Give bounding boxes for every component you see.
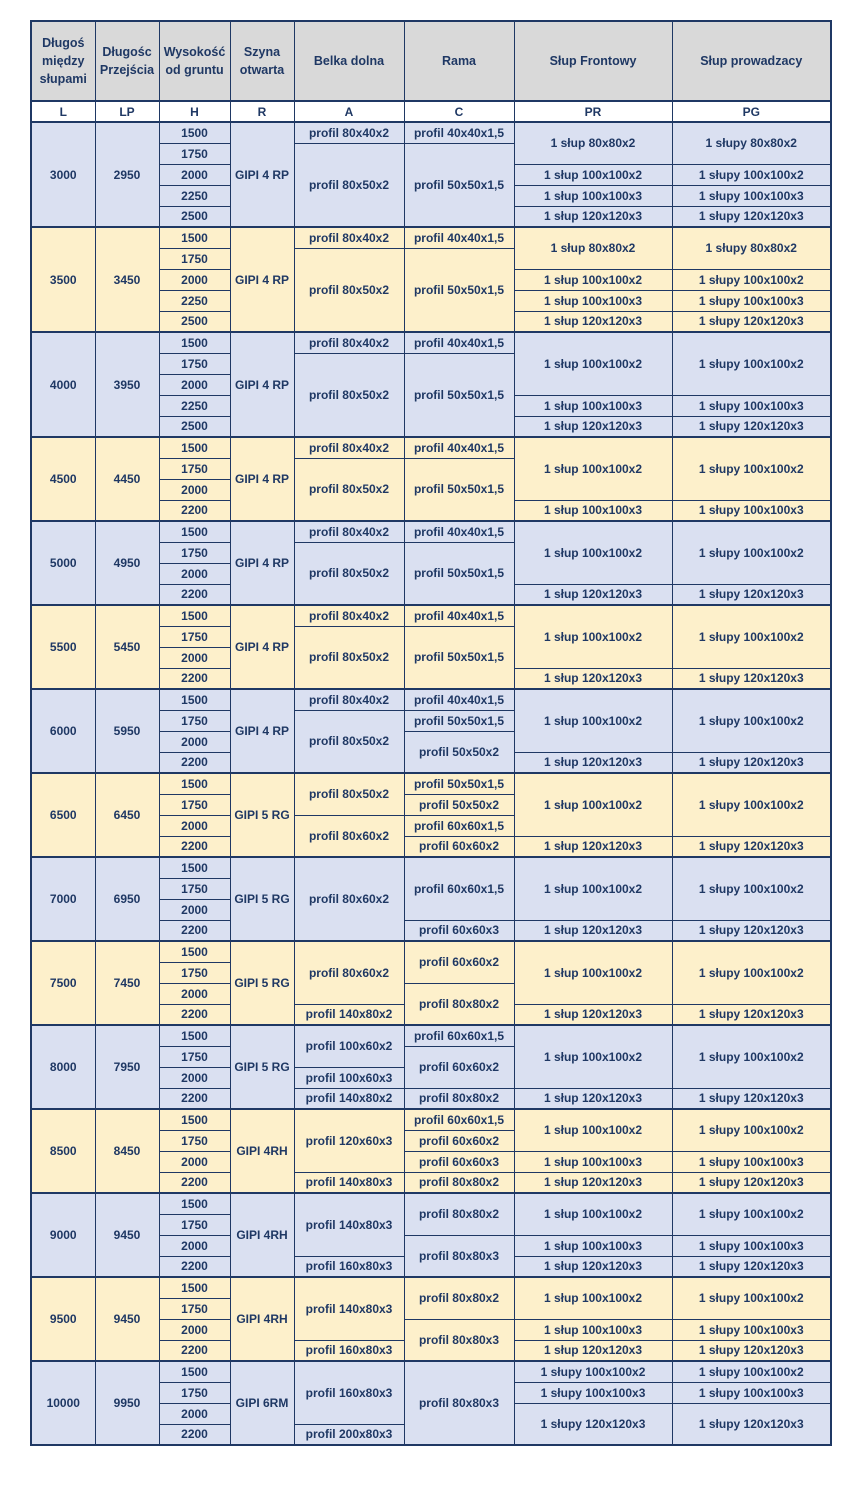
- front-post-cell: 1 słup 120x120x3: [514, 1340, 672, 1361]
- length-cell: 4500: [31, 437, 95, 521]
- bottom-beam-cell: profil 140x80x3: [294, 1193, 404, 1256]
- frame-cell: profil 80x80x3: [404, 1361, 514, 1445]
- height-cell: 1500: [159, 437, 230, 458]
- height-cell: 2200: [159, 1172, 230, 1193]
- height-cell: 1750: [159, 248, 230, 269]
- bottom-beam-cell: profil 160x80x3: [294, 1361, 404, 1424]
- header-front-post: Słup Frontowy: [514, 21, 672, 101]
- letter-h: H: [159, 101, 230, 122]
- frame-cell: profil 40x40x1,5: [404, 332, 514, 353]
- height-cell: 2000: [159, 1235, 230, 1256]
- bottom-beam-cell: profil 80x50x2: [294, 143, 404, 227]
- front-post-cell: 1 słup 100x100x2: [514, 605, 672, 668]
- letter-r: R: [230, 101, 294, 122]
- bottom-beam-cell: profil 80x40x2: [294, 437, 404, 458]
- frame-cell: profil 50x50x2: [404, 794, 514, 815]
- frame-cell: profil 80x80x2: [404, 983, 514, 1025]
- frame-cell: profil 80x80x2: [404, 1172, 514, 1193]
- height-cell: 1750: [159, 1214, 230, 1235]
- guide-post-cell: 1 słupy 100x100x2: [672, 437, 831, 500]
- guide-post-cell: 1 słupy 120x120x3: [672, 836, 831, 857]
- letter-pr: PR: [514, 101, 672, 122]
- table-row: [31, 1277, 831, 1298]
- height-cell: 2200: [159, 752, 230, 773]
- bottom-beam-cell: profil 160x80x3: [294, 1340, 404, 1361]
- passage-length-cell: 2950: [95, 122, 159, 227]
- front-post-cell: 1 słup 120x120x3: [514, 1172, 672, 1193]
- guide-post-cell: 1 słupy 120x120x3: [672, 752, 831, 773]
- front-post-cell: 1 słup 120x120x3: [514, 836, 672, 857]
- length-cell: 8500: [31, 1109, 95, 1193]
- guide-post-cell: 1 słupy 120x120x3: [672, 668, 831, 689]
- bottom-beam-cell: profil 80x50x2: [294, 626, 404, 689]
- guide-post-cell: 1 słupy 120x120x3: [672, 1172, 831, 1193]
- height-cell: 1750: [159, 1298, 230, 1319]
- length-group: [31, 227, 831, 332]
- frame-cell: profil 40x40x1,5: [404, 605, 514, 626]
- header-height-from-ground: Wysokość od gruntu: [159, 21, 230, 101]
- frame-cell: profil 40x40x1,5: [404, 227, 514, 248]
- front-post-cell: 1 słup 100x100x3: [514, 290, 672, 311]
- guide-post-cell: 1 słupy 100x100x2: [672, 1109, 831, 1151]
- front-post-cell: 1 słup 100x100x2: [514, 332, 672, 395]
- guide-post-cell: 1 słupy 120x120x3: [672, 1340, 831, 1361]
- guide-post-cell: 1 słupy 100x100x2: [672, 164, 831, 185]
- profiles-table: [30, 20, 832, 1446]
- frame-cell: profil 50x50x1,5: [404, 353, 514, 437]
- rail-cell: GIPI 5 RG: [230, 773, 294, 857]
- bottom-beam-cell: profil 80x50x2: [294, 458, 404, 521]
- height-cell: 1500: [159, 521, 230, 542]
- height-cell: 1750: [159, 626, 230, 647]
- bottom-beam-cell: profil 140x80x2: [294, 1088, 404, 1109]
- length-cell: 3500: [31, 227, 95, 332]
- frame-cell: profil 50x50x1,5: [404, 248, 514, 332]
- height-cell: 2200: [159, 1256, 230, 1277]
- passage-length-cell: 6950: [95, 857, 159, 941]
- bottom-beam-cell: profil 80x40x2: [294, 689, 404, 710]
- rail-cell: GIPI 4 RP: [230, 605, 294, 689]
- table-row: [31, 1109, 831, 1130]
- guide-post-cell: 1 słupy 120x120x3: [672, 311, 831, 332]
- frame-cell: profil 60x60x1,5: [404, 857, 514, 920]
- frame-cell: profil 50x50x1,5: [404, 710, 514, 731]
- table-row: [31, 941, 831, 962]
- front-post-cell: 1 słupy 100x100x3: [514, 1382, 672, 1403]
- length-group: [31, 1277, 831, 1361]
- guide-post-cell: 1 słupy 120x120x3: [672, 206, 831, 227]
- front-post-cell: 1 słup 100x100x2: [514, 1109, 672, 1151]
- front-post-cell: 1 słup 120x120x3: [514, 584, 672, 605]
- rail-cell: GIPI 5 RG: [230, 1025, 294, 1109]
- guide-post-cell: 1 słupy 120x120x3: [672, 584, 831, 605]
- height-cell: 2200: [159, 920, 230, 941]
- rail-cell: GIPI 5 RG: [230, 857, 294, 941]
- table-row: [31, 437, 831, 458]
- length-group: [31, 521, 831, 605]
- guide-post-cell: 1 słupy 100x100x2: [672, 1361, 831, 1382]
- frame-cell: profil 50x50x1,5: [404, 458, 514, 521]
- bottom-beam-cell: profil 140x80x3: [294, 1172, 404, 1193]
- height-cell: 2200: [159, 584, 230, 605]
- front-post-cell: 1 słup 100x100x2: [514, 269, 672, 290]
- table-row: [31, 227, 831, 248]
- frame-cell: profil 80x80x3: [404, 1319, 514, 1361]
- height-cell: 2500: [159, 416, 230, 437]
- height-cell: 2000: [159, 647, 230, 668]
- table-row: [31, 1193, 831, 1214]
- table-row: [31, 1361, 831, 1382]
- frame-cell: profil 60x60x2: [404, 941, 514, 983]
- length-cell: 9000: [31, 1193, 95, 1277]
- passage-length-cell: 4950: [95, 521, 159, 605]
- frame-cell: profil 50x50x2: [404, 731, 514, 773]
- front-post-cell: 1 słup 100x100x2: [514, 857, 672, 920]
- frame-cell: profil 50x50x1,5: [404, 143, 514, 227]
- header-bottom-beam: Belka dolna: [294, 21, 404, 101]
- bottom-beam-cell: profil 80x40x2: [294, 122, 404, 143]
- frame-cell: profil 40x40x1,5: [404, 521, 514, 542]
- front-post-cell: 1 słup 100x100x2: [514, 773, 672, 836]
- guide-post-cell: 1 słupy 100x100x2: [672, 1025, 831, 1088]
- passage-length-cell: 5950: [95, 689, 159, 773]
- rail-cell: GIPI 4 RP: [230, 332, 294, 437]
- guide-post-cell: 1 słupy 100x100x2: [672, 1277, 831, 1319]
- bottom-beam-cell: profil 80x50x2: [294, 773, 404, 815]
- guide-post-cell: 1 słupy 100x100x3: [672, 1235, 831, 1256]
- bottom-beam-cell: profil 80x50x2: [294, 710, 404, 773]
- rail-cell: GIPI 4 RP: [230, 689, 294, 773]
- rail-cell: GIPI 4 RP: [230, 437, 294, 521]
- bottom-beam-cell: profil 140x80x2: [294, 1004, 404, 1025]
- length-cell: 5000: [31, 521, 95, 605]
- height-cell: 1750: [159, 710, 230, 731]
- front-post-cell: 1 słup 100x100x2: [514, 437, 672, 500]
- height-cell: 1500: [159, 1109, 230, 1130]
- front-post-cell: 1 słup 120x120x3: [514, 668, 672, 689]
- passage-length-cell: 4450: [95, 437, 159, 521]
- guide-post-cell: 1 słupy 120x120x3: [672, 1004, 831, 1025]
- header-length-between-posts: Długoś między słupami: [31, 21, 95, 101]
- passage-length-cell: 5450: [95, 605, 159, 689]
- height-cell: 2200: [159, 836, 230, 857]
- rail-cell: GIPI 5 RG: [230, 941, 294, 1025]
- length-group: [31, 689, 831, 773]
- length-cell: 6000: [31, 689, 95, 773]
- guide-post-cell: 1 słupy 100x100x2: [672, 857, 831, 920]
- front-post-cell: 1 słup 120x120x3: [514, 416, 672, 437]
- guide-post-cell: 1 słupy 100x100x3: [672, 1151, 831, 1172]
- height-cell: 2200: [159, 1088, 230, 1109]
- frame-cell: profil 60x60x3: [404, 920, 514, 941]
- frame-cell: profil 50x50x1,5: [404, 773, 514, 794]
- length-cell: 5500: [31, 605, 95, 689]
- frame-cell: profil 80x80x2: [404, 1193, 514, 1235]
- frame-cell: profil 50x50x1,5: [404, 542, 514, 605]
- height-cell: 1750: [159, 1130, 230, 1151]
- length-group: [31, 122, 831, 227]
- front-post-cell: 1 słup 100x100x3: [514, 185, 672, 206]
- frame-cell: profil 60x60x1,5: [404, 1025, 514, 1046]
- height-cell: 1500: [159, 1193, 230, 1214]
- table-row: [31, 857, 831, 878]
- guide-post-cell: 1 słupy 120x120x3: [672, 1088, 831, 1109]
- height-cell: 2000: [159, 899, 230, 920]
- height-cell: 1500: [159, 1025, 230, 1046]
- bottom-beam-cell: profil 140x80x3: [294, 1277, 404, 1340]
- guide-post-cell: 1 słupy 120x120x3: [672, 1403, 831, 1445]
- height-cell: 2000: [159, 983, 230, 1004]
- length-group: [31, 332, 831, 437]
- front-post-cell: 1 słupy 120x120x3: [514, 1403, 672, 1445]
- height-cell: 2250: [159, 185, 230, 206]
- guide-post-cell: 1 słupy 100x100x2: [672, 689, 831, 752]
- front-post-cell: 1 słup 120x120x3: [514, 752, 672, 773]
- front-post-cell: 1 słup 120x120x3: [514, 1088, 672, 1109]
- length-group: [31, 857, 831, 941]
- front-post-cell: 1 słup 100x100x2: [514, 1193, 672, 1235]
- front-post-cell: 1 słup 100x100x2: [514, 941, 672, 1004]
- length-group: [31, 437, 831, 521]
- frame-cell: profil 40x40x1,5: [404, 689, 514, 710]
- height-cell: 1750: [159, 962, 230, 983]
- guide-post-cell: 1 słupy 100x100x3: [672, 290, 831, 311]
- height-cell: 1500: [159, 227, 230, 248]
- height-cell: 1750: [159, 458, 230, 479]
- bottom-beam-cell: profil 120x60x3: [294, 1109, 404, 1172]
- front-post-cell: 1 słup 100x100x2: [514, 521, 672, 584]
- height-cell: 1500: [159, 605, 230, 626]
- front-post-cell: 1 słup 80x80x2: [514, 227, 672, 269]
- passage-length-cell: 9450: [95, 1277, 159, 1361]
- guide-post-cell: 1 słupy 100x100x3: [672, 185, 831, 206]
- length-cell: 7500: [31, 941, 95, 1025]
- frame-cell: profil 40x40x1,5: [404, 437, 514, 458]
- passage-length-cell: 6450: [95, 773, 159, 857]
- front-post-cell: 1 słup 100x100x3: [514, 1235, 672, 1256]
- frame-cell: profil 60x60x1,5: [404, 1109, 514, 1130]
- guide-post-cell: 1 słupy 120x120x3: [672, 416, 831, 437]
- height-cell: 1750: [159, 1046, 230, 1067]
- frame-cell: profil 80x80x2: [404, 1277, 514, 1319]
- bottom-beam-cell: profil 80x60x2: [294, 941, 404, 1004]
- front-post-cell: 1 słup 120x120x3: [514, 1004, 672, 1025]
- letter-c: C: [404, 101, 514, 122]
- bottom-beam-cell: profil 80x40x2: [294, 332, 404, 353]
- header-guide-post: Słup prowadzacy: [672, 21, 831, 101]
- guide-post-cell: 1 słupy 120x120x3: [672, 1256, 831, 1277]
- length-group: [31, 941, 831, 1025]
- table-row: [31, 605, 831, 626]
- height-cell: 1750: [159, 353, 230, 374]
- rail-cell: GIPI 4 RP: [230, 122, 294, 227]
- table-row: [31, 1025, 831, 1046]
- front-post-cell: 1 słup 120x120x3: [514, 206, 672, 227]
- height-cell: 1500: [159, 857, 230, 878]
- length-cell: 6500: [31, 773, 95, 857]
- table-row: [31, 332, 831, 353]
- table-row: [31, 689, 831, 710]
- length-group: [31, 1361, 831, 1445]
- frame-cell: profil 40x40x1,5: [404, 122, 514, 143]
- height-cell: 1500: [159, 689, 230, 710]
- front-post-cell: 1 słup 80x80x2: [514, 122, 672, 164]
- length-cell: 7000: [31, 857, 95, 941]
- passage-length-cell: 7950: [95, 1025, 159, 1109]
- header-open-rail: Szyna otwarta: [230, 21, 294, 101]
- front-post-cell: 1 słup 100x100x3: [514, 500, 672, 521]
- bottom-beam-cell: profil 80x60x2: [294, 815, 404, 857]
- length-cell: 10000: [31, 1361, 95, 1445]
- height-cell: 2000: [159, 815, 230, 836]
- length-cell: 4000: [31, 332, 95, 437]
- height-cell: 1500: [159, 1277, 230, 1298]
- guide-post-cell: 1 słupy 100x100x2: [672, 605, 831, 668]
- guide-post-cell: 1 słupy 100x100x2: [672, 269, 831, 290]
- height-cell: 1750: [159, 542, 230, 563]
- front-post-cell: 1 słup 120x120x3: [514, 1256, 672, 1277]
- height-cell: 2000: [159, 1319, 230, 1340]
- length-cell: 9500: [31, 1277, 95, 1361]
- height-cell: 2500: [159, 206, 230, 227]
- height-cell: 2000: [159, 1067, 230, 1088]
- passage-length-cell: 9950: [95, 1361, 159, 1445]
- height-cell: 2000: [159, 164, 230, 185]
- height-cell: 2000: [159, 479, 230, 500]
- passage-length-cell: 3450: [95, 227, 159, 332]
- letter-a: A: [294, 101, 404, 122]
- height-cell: 1500: [159, 941, 230, 962]
- header-frame: Rama: [404, 21, 514, 101]
- guide-post-cell: 1 słupy 100x100x2: [672, 1193, 831, 1235]
- guide-post-cell: 1 słupy 120x120x3: [672, 920, 831, 941]
- length-cell: 8000: [31, 1025, 95, 1109]
- frame-cell: profil 50x50x1,5: [404, 626, 514, 689]
- guide-post-cell: 1 słupy 100x100x3: [672, 500, 831, 521]
- height-cell: 2000: [159, 374, 230, 395]
- bottom-beam-cell: profil 80x50x2: [294, 353, 404, 437]
- frame-cell: profil 60x60x2: [404, 1130, 514, 1151]
- frame-cell: profil 60x60x2: [404, 836, 514, 857]
- bottom-beam-cell: profil 80x60x2: [294, 857, 404, 941]
- height-cell: 1500: [159, 773, 230, 794]
- height-cell: 2200: [159, 1004, 230, 1025]
- frame-cell: profil 80x80x3: [404, 1235, 514, 1277]
- front-post-cell: 1 słup 100x100x2: [514, 1025, 672, 1088]
- front-post-cell: 1 słup 100x100x3: [514, 395, 672, 416]
- frame-cell: profil 80x80x2: [404, 1088, 514, 1109]
- guide-post-cell: 1 słupy 100x100x3: [672, 1382, 831, 1403]
- height-cell: 1500: [159, 122, 230, 143]
- table-row: [31, 773, 831, 794]
- bottom-beam-cell: profil 80x40x2: [294, 521, 404, 542]
- bottom-beam-cell: profil 100x60x2: [294, 1025, 404, 1067]
- letter-lp: LP: [95, 101, 159, 122]
- frame-cell: profil 60x60x1,5: [404, 815, 514, 836]
- bottom-beam-cell: profil 80x40x2: [294, 605, 404, 626]
- height-cell: 2000: [159, 1403, 230, 1424]
- guide-post-cell: 1 słupy 100x100x2: [672, 773, 831, 836]
- front-post-cell: 1 słup 120x120x3: [514, 920, 672, 941]
- letter-pg: PG: [672, 101, 831, 122]
- bottom-beam-cell: profil 80x50x2: [294, 542, 404, 605]
- length-group: [31, 773, 831, 857]
- frame-cell: profil 60x60x2: [404, 1046, 514, 1088]
- passage-length-cell: 8450: [95, 1109, 159, 1193]
- front-post-cell: 1 słup 100x100x2: [514, 1277, 672, 1319]
- rail-cell: GIPI 4 RP: [230, 227, 294, 332]
- bottom-beam-cell: profil 100x60x3: [294, 1067, 404, 1088]
- front-post-cell: 1 słup 100x100x3: [514, 1319, 672, 1340]
- guide-post-cell: 1 słupy 100x100x2: [672, 941, 831, 1004]
- length-group: [31, 1193, 831, 1277]
- front-post-cell: 1 słup 100x100x2: [514, 689, 672, 752]
- table-row: [31, 521, 831, 542]
- height-cell: 2000: [159, 1151, 230, 1172]
- height-cell: 2200: [159, 500, 230, 521]
- height-cell: 2000: [159, 563, 230, 584]
- passage-length-cell: 3950: [95, 332, 159, 437]
- rail-cell: GIPI 4RH: [230, 1109, 294, 1193]
- bottom-beam-cell: profil 160x80x3: [294, 1256, 404, 1277]
- guide-post-cell: 1 słupy 100x100x2: [672, 521, 831, 584]
- length-group: [31, 1109, 831, 1193]
- guide-post-cell: 1 słupy 80x80x2: [672, 122, 831, 164]
- height-cell: 2250: [159, 290, 230, 311]
- guide-post-cell: 1 słupy 100x100x3: [672, 1319, 831, 1340]
- height-cell: 1750: [159, 878, 230, 899]
- height-cell: 1500: [159, 332, 230, 353]
- passage-length-cell: 7450: [95, 941, 159, 1025]
- height-cell: 1750: [159, 143, 230, 164]
- height-cell: 2000: [159, 269, 230, 290]
- front-post-cell: 1 słup 100x100x2: [514, 164, 672, 185]
- header-passage-length: Długośc Przejścia: [95, 21, 159, 101]
- height-cell: 2250: [159, 395, 230, 416]
- frame-cell: profil 60x60x3: [404, 1151, 514, 1172]
- guide-post-cell: 1 słupy 100x100x2: [672, 332, 831, 395]
- height-cell: 2000: [159, 731, 230, 752]
- height-cell: 1750: [159, 794, 230, 815]
- bottom-beam-cell: profil 80x50x2: [294, 248, 404, 332]
- letter-l: L: [31, 101, 95, 122]
- front-post-cell: 1 słup 120x120x3: [514, 311, 672, 332]
- rail-cell: GIPI 4 RP: [230, 521, 294, 605]
- bottom-beam-cell: profil 200x80x3: [294, 1424, 404, 1445]
- length-cell: 3000: [31, 122, 95, 227]
- length-group: [31, 605, 831, 689]
- height-cell: 2200: [159, 1340, 230, 1361]
- rail-cell: GIPI 4RH: [230, 1193, 294, 1277]
- guide-post-cell: 1 słupy 80x80x2: [672, 227, 831, 269]
- height-cell: 2200: [159, 1424, 230, 1445]
- table-row: [31, 122, 831, 143]
- rail-cell: GIPI 6RM: [230, 1361, 294, 1445]
- rail-cell: GIPI 4RH: [230, 1277, 294, 1361]
- front-post-cell: 1 słupy 100x100x2: [514, 1361, 672, 1382]
- bottom-beam-cell: profil 80x40x2: [294, 227, 404, 248]
- height-cell: 1500: [159, 1361, 230, 1382]
- height-cell: 2200: [159, 668, 230, 689]
- guide-post-cell: 1 słupy 100x100x3: [672, 395, 831, 416]
- front-post-cell: 1 słup 100x100x3: [514, 1151, 672, 1172]
- height-cell: 2500: [159, 311, 230, 332]
- passage-length-cell: 9450: [95, 1193, 159, 1277]
- height-cell: 1750: [159, 1382, 230, 1403]
- length-group: [31, 1025, 831, 1109]
